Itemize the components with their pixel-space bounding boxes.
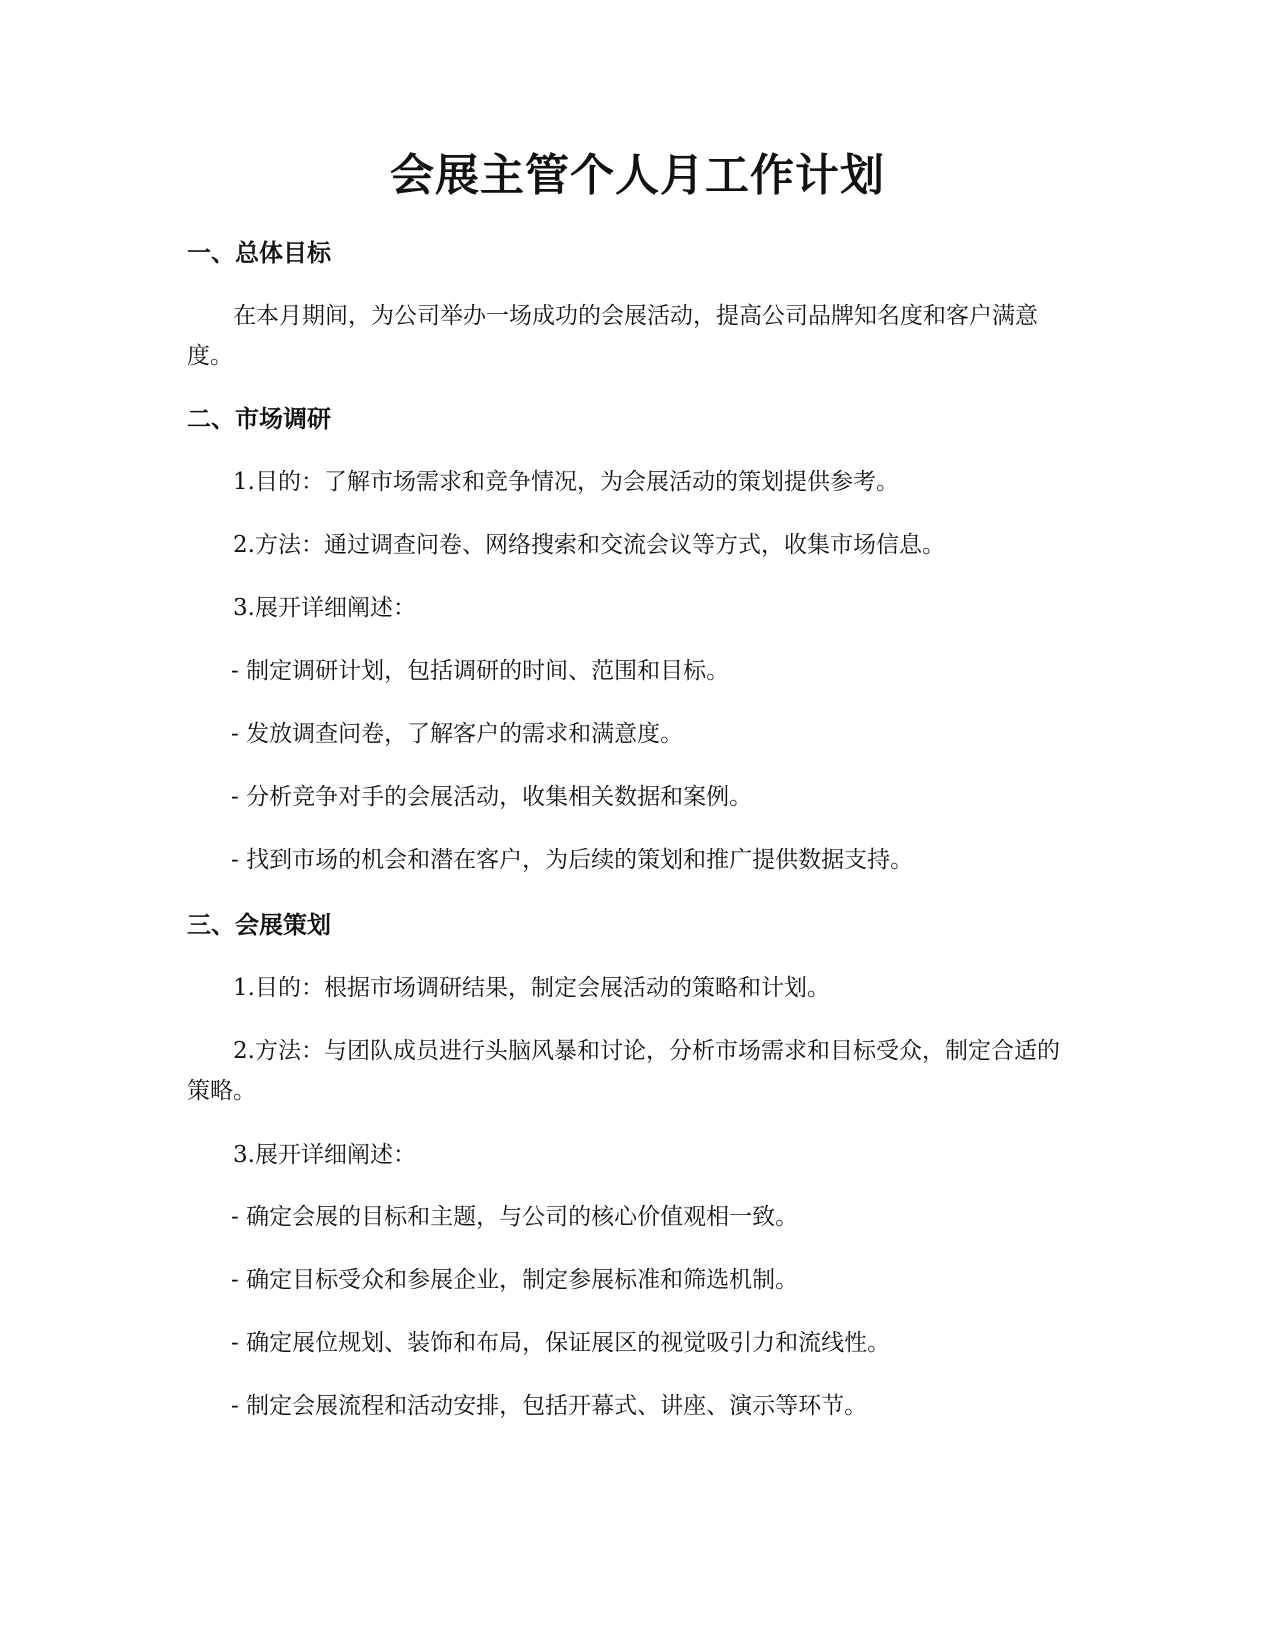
- list-item: - 分析竞争对手的会展活动，收集相关数据和案例。: [231, 784, 753, 810]
- list-item: - 制定调研计划，包括调研的时间、范围和目标。: [231, 658, 730, 684]
- section-heading-market-research: 二、市场调研: [187, 405, 331, 433]
- list-item: - 确定展位规划、装饰和布局，保证展区的视觉吸引力和流线性。: [231, 1330, 891, 1356]
- paragraph-research-purpose: 1.目的：了解市场需求和竞争情况，为会展活动的策划提供参考。: [233, 469, 899, 495]
- list-item: - 确定目标受众和参展企业，制定参展标准和筛选机制。: [231, 1267, 799, 1293]
- page-title: 会展主管个人月工作计划: [390, 150, 885, 201]
- section-heading-overall-goal: 一、总体目标: [187, 239, 331, 267]
- list-item: - 找到市场的机会和潜在客户，为后续的策划和推广提供数据支持。: [231, 847, 914, 873]
- list-item: - 制定会展流程和活动安排，包括开幕式、讲座、演示等环节。: [231, 1393, 868, 1419]
- list-item: - 确定会展的目标和主题，与公司的核心价值观相一致。: [231, 1204, 799, 1230]
- paragraph-research-details: 3.展开详细阐述：: [233, 595, 416, 621]
- list-item: - 发放调查问卷，了解客户的需求和满意度。: [231, 721, 684, 747]
- paragraph-research-method: 2.方法：通过调查问卷、网络搜索和交流会议等方式，收集市场信息。: [233, 532, 945, 558]
- paragraph-planning-details: 3.展开详细阐述：: [233, 1142, 416, 1168]
- paragraph-overall-goal: 在本月期间，为公司举办一场成功的会展活动，提高公司品牌知名度和客户满意度。: [187, 303, 1038, 369]
- paragraph-planning-purpose: 1.目的：根据市场调研结果，制定会展活动的策略和计划。: [233, 975, 830, 1001]
- section-heading-exhibition-planning: 三、会展策划: [187, 911, 331, 939]
- paragraph-planning-method: 2.方法：与团队成员进行头脑风暴和讨论，分析市场需求和目标受众，制定合适的策略。: [187, 1038, 1060, 1104]
